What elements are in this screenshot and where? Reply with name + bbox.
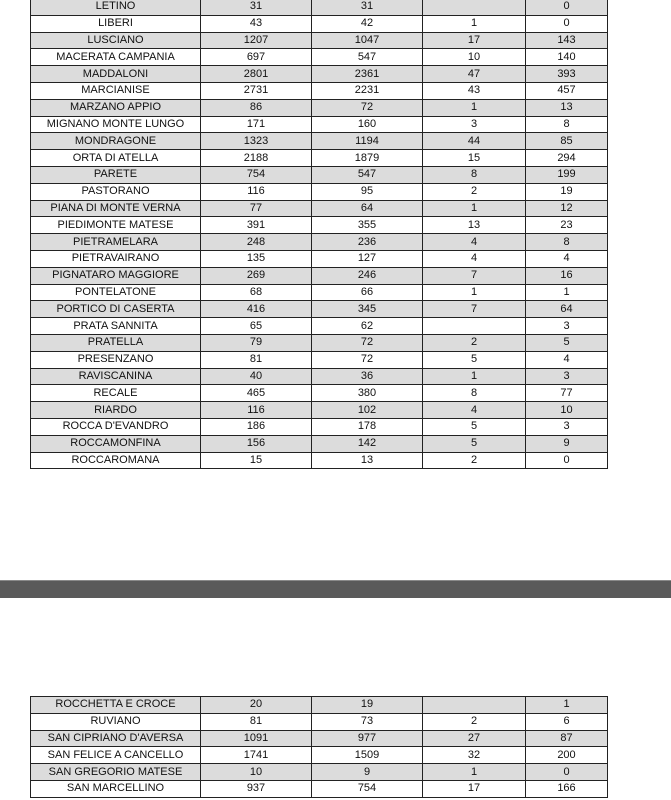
value-cell-4: 77 xyxy=(526,385,608,402)
value-cell-1: 697 xyxy=(201,49,312,66)
value-cell-1: 2731 xyxy=(201,82,312,99)
value-cell-4: 4 xyxy=(526,351,608,368)
value-cell-1: 40 xyxy=(201,368,312,385)
table-row xyxy=(31,713,608,730)
document-page-lower xyxy=(0,598,671,800)
value-cell-3: 44 xyxy=(423,133,526,150)
municipality-cell: SAN GREGORIO MATESE xyxy=(31,764,201,781)
value-cell-1: 1323 xyxy=(201,133,312,150)
value-cell-1: 86 xyxy=(201,99,312,116)
table-row xyxy=(31,747,608,764)
value-cell-1: 15 xyxy=(201,452,312,469)
value-cell-2: 142 xyxy=(312,435,423,452)
value-cell-3: 10 xyxy=(423,49,526,66)
value-cell-2: 977 xyxy=(312,730,423,747)
value-cell-1: 269 xyxy=(201,267,312,284)
table-row xyxy=(31,99,608,116)
table-row xyxy=(31,697,608,714)
value-cell-2: 754 xyxy=(312,780,423,797)
municipality-cell: MARZANO APPIO xyxy=(31,99,201,116)
municipality-cell: PASTORANO xyxy=(31,183,201,200)
value-cell-4: 10 xyxy=(526,402,608,419)
municipality-cell: ORTA DI ATELLA xyxy=(31,150,201,167)
municipality-cell: PIANA DI MONTE VERNA xyxy=(31,200,201,217)
value-cell-2: 380 xyxy=(312,385,423,402)
table-row xyxy=(31,318,608,335)
municipality-cell: MIGNANO MONTE LUNGO xyxy=(31,116,201,133)
value-cell-2: 13 xyxy=(312,452,423,469)
value-cell-3: 5 xyxy=(423,351,526,368)
value-cell-2: 246 xyxy=(312,267,423,284)
value-cell-4: 6 xyxy=(526,713,608,730)
value-cell-1: 754 xyxy=(201,166,312,183)
municipality-cell: MARCIANISE xyxy=(31,82,201,99)
value-cell-3 xyxy=(423,0,526,15)
table-row xyxy=(31,385,608,402)
municipality-cell: ROCCAMONFINA xyxy=(31,435,201,452)
value-cell-4: 140 xyxy=(526,49,608,66)
value-cell-1: 135 xyxy=(201,250,312,267)
value-cell-1: 186 xyxy=(201,418,312,435)
value-cell-2: 1047 xyxy=(312,32,423,49)
municipality-cell: ROCCAROMANA xyxy=(31,452,201,469)
value-cell-4: 0 xyxy=(526,15,608,32)
value-cell-1: 68 xyxy=(201,284,312,301)
table-row xyxy=(31,368,608,385)
municipality-cell: PIEDIMONTE MATESE xyxy=(31,217,201,234)
table-row xyxy=(31,116,608,133)
table-row xyxy=(31,452,608,469)
value-cell-3: 15 xyxy=(423,150,526,167)
municipality-cell: SAN MARCELLINO xyxy=(31,780,201,797)
table-row xyxy=(31,200,608,217)
municipality-table-upper xyxy=(30,0,608,469)
table-row xyxy=(31,402,608,419)
value-cell-4: 143 xyxy=(526,32,608,49)
value-cell-1: 116 xyxy=(201,183,312,200)
value-cell-3: 1 xyxy=(423,284,526,301)
value-cell-2: 355 xyxy=(312,217,423,234)
municipality-cell: RAVISCANINA xyxy=(31,368,201,385)
municipality-cell: PRESENZANO xyxy=(31,351,201,368)
value-cell-2: 178 xyxy=(312,418,423,435)
value-cell-2: 62 xyxy=(312,318,423,335)
value-cell-4: 200 xyxy=(526,747,608,764)
value-cell-1: 171 xyxy=(201,116,312,133)
value-cell-4: 8 xyxy=(526,116,608,133)
municipality-cell: LETINO xyxy=(31,0,201,15)
municipality-cell: PIETRAMELARA xyxy=(31,234,201,251)
value-cell-3: 1 xyxy=(423,368,526,385)
value-cell-4: 3 xyxy=(526,368,608,385)
value-cell-1: 116 xyxy=(201,402,312,419)
value-cell-2: 547 xyxy=(312,49,423,66)
municipality-cell: PONTELATONE xyxy=(31,284,201,301)
value-cell-2: 19 xyxy=(312,697,423,714)
table-row xyxy=(31,183,608,200)
value-cell-2: 72 xyxy=(312,334,423,351)
value-cell-3: 4 xyxy=(423,234,526,251)
value-cell-1: 31 xyxy=(201,0,312,15)
value-cell-1: 77 xyxy=(201,200,312,217)
table-row xyxy=(31,217,608,234)
value-cell-4: 0 xyxy=(526,764,608,781)
value-cell-4: 8 xyxy=(526,234,608,251)
value-cell-3 xyxy=(423,697,526,714)
value-cell-2: 9 xyxy=(312,764,423,781)
municipality-cell: MONDRAGONE xyxy=(31,133,201,150)
value-cell-2: 36 xyxy=(312,368,423,385)
table-row xyxy=(31,334,608,351)
municipality-cell: PRATA SANNITA xyxy=(31,318,201,335)
value-cell-3: 5 xyxy=(423,435,526,452)
value-cell-4: 5 xyxy=(526,334,608,351)
municipality-cell: PRATELLA xyxy=(31,334,201,351)
value-cell-4: 16 xyxy=(526,267,608,284)
value-cell-4: 4 xyxy=(526,250,608,267)
value-cell-1: 465 xyxy=(201,385,312,402)
value-cell-4: 85 xyxy=(526,133,608,150)
table-row xyxy=(31,351,608,368)
value-cell-3: 1 xyxy=(423,99,526,116)
municipality-cell: PIGNATARO MAGGIORE xyxy=(31,267,201,284)
value-cell-1: 156 xyxy=(201,435,312,452)
table-row xyxy=(31,418,608,435)
value-cell-1: 65 xyxy=(201,318,312,335)
value-cell-4: 19 xyxy=(526,183,608,200)
value-cell-2: 547 xyxy=(312,166,423,183)
value-cell-1: 1207 xyxy=(201,32,312,49)
value-cell-4: 1 xyxy=(526,284,608,301)
value-cell-1: 2188 xyxy=(201,150,312,167)
municipality-cell: LUSCIANO xyxy=(31,32,201,49)
page-separator xyxy=(0,580,671,598)
value-cell-1: 79 xyxy=(201,334,312,351)
value-cell-1: 43 xyxy=(201,15,312,32)
value-cell-1: 81 xyxy=(201,351,312,368)
value-cell-4: 87 xyxy=(526,730,608,747)
value-cell-1: 20 xyxy=(201,697,312,714)
value-cell-3: 3 xyxy=(423,116,526,133)
value-cell-3: 5 xyxy=(423,418,526,435)
value-cell-4: 294 xyxy=(526,150,608,167)
value-cell-3: 7 xyxy=(423,301,526,318)
value-cell-2: 1879 xyxy=(312,150,423,167)
value-cell-1: 248 xyxy=(201,234,312,251)
table-row xyxy=(31,82,608,99)
municipality-cell: ROCCA D'EVANDRO xyxy=(31,418,201,435)
value-cell-4: 64 xyxy=(526,301,608,318)
value-cell-4: 3 xyxy=(526,318,608,335)
value-cell-3: 17 xyxy=(423,780,526,797)
table-row xyxy=(31,49,608,66)
value-cell-3 xyxy=(423,318,526,335)
table-row xyxy=(31,730,608,747)
table-row xyxy=(31,234,608,251)
value-cell-1: 2801 xyxy=(201,66,312,83)
municipality-cell: SAN FELICE A CANCELLO xyxy=(31,747,201,764)
value-cell-3: 2 xyxy=(423,183,526,200)
value-cell-2: 66 xyxy=(312,284,423,301)
value-cell-3: 8 xyxy=(423,385,526,402)
value-cell-3: 1 xyxy=(423,15,526,32)
municipality-cell: RIARDO xyxy=(31,402,201,419)
value-cell-3: 1 xyxy=(423,200,526,217)
value-cell-1: 1741 xyxy=(201,747,312,764)
table-row xyxy=(31,166,608,183)
value-cell-4: 199 xyxy=(526,166,608,183)
value-cell-1: 81 xyxy=(201,713,312,730)
table-row xyxy=(31,66,608,83)
value-cell-1: 416 xyxy=(201,301,312,318)
value-cell-4: 0 xyxy=(526,0,608,15)
table-row xyxy=(31,435,608,452)
municipality-cell: PORTICO DI CASERTA xyxy=(31,301,201,318)
value-cell-2: 160 xyxy=(312,116,423,133)
value-cell-3: 4 xyxy=(423,402,526,419)
value-cell-3: 4 xyxy=(423,250,526,267)
value-cell-2: 2361 xyxy=(312,66,423,83)
value-cell-1: 937 xyxy=(201,780,312,797)
value-cell-2: 42 xyxy=(312,15,423,32)
value-cell-2: 64 xyxy=(312,200,423,217)
value-cell-3: 7 xyxy=(423,267,526,284)
value-cell-4: 457 xyxy=(526,82,608,99)
municipality-table-lower xyxy=(30,696,608,798)
municipality-cell: LIBERI xyxy=(31,15,201,32)
value-cell-4: 3 xyxy=(526,418,608,435)
value-cell-2: 2231 xyxy=(312,82,423,99)
value-cell-3: 43 xyxy=(423,82,526,99)
table-row xyxy=(31,133,608,150)
value-cell-3: 2 xyxy=(423,713,526,730)
municipality-cell: PIETRAVAIRANO xyxy=(31,250,201,267)
table-row xyxy=(31,780,608,797)
municipality-cell: ROCCHETTA E CROCE xyxy=(31,697,201,714)
value-cell-2: 1194 xyxy=(312,133,423,150)
value-cell-2: 1509 xyxy=(312,747,423,764)
table-row xyxy=(31,32,608,49)
value-cell-4: 1 xyxy=(526,697,608,714)
value-cell-3: 32 xyxy=(423,747,526,764)
value-cell-1: 10 xyxy=(201,764,312,781)
table-row xyxy=(31,15,608,32)
value-cell-2: 31 xyxy=(312,0,423,15)
value-cell-1: 1091 xyxy=(201,730,312,747)
value-cell-4: 9 xyxy=(526,435,608,452)
value-cell-3: 2 xyxy=(423,334,526,351)
value-cell-2: 95 xyxy=(312,183,423,200)
table-row xyxy=(31,284,608,301)
municipality-cell: MACERATA CAMPANIA xyxy=(31,49,201,66)
value-cell-2: 236 xyxy=(312,234,423,251)
value-cell-3: 47 xyxy=(423,66,526,83)
municipality-cell: PARETE xyxy=(31,166,201,183)
table-row xyxy=(31,150,608,167)
table-row xyxy=(31,0,608,15)
value-cell-4: 12 xyxy=(526,200,608,217)
value-cell-2: 127 xyxy=(312,250,423,267)
table-row xyxy=(31,301,608,318)
value-cell-3: 17 xyxy=(423,32,526,49)
municipality-cell: SAN CIPRIANO D'AVERSA xyxy=(31,730,201,747)
value-cell-3: 2 xyxy=(423,452,526,469)
table-row xyxy=(31,267,608,284)
municipality-cell: RECALE xyxy=(31,385,201,402)
value-cell-2: 72 xyxy=(312,99,423,116)
municipality-cell: RUVIANO xyxy=(31,713,201,730)
value-cell-4: 0 xyxy=(526,452,608,469)
value-cell-1: 391 xyxy=(201,217,312,234)
value-cell-4: 393 xyxy=(526,66,608,83)
value-cell-3: 27 xyxy=(423,730,526,747)
municipality-cell: MADDALONI xyxy=(31,66,201,83)
table-row xyxy=(31,250,608,267)
table-row xyxy=(31,764,608,781)
value-cell-3: 8 xyxy=(423,166,526,183)
value-cell-3: 13 xyxy=(423,217,526,234)
value-cell-4: 23 xyxy=(526,217,608,234)
value-cell-2: 73 xyxy=(312,713,423,730)
value-cell-2: 72 xyxy=(312,351,423,368)
value-cell-2: 345 xyxy=(312,301,423,318)
value-cell-3: 1 xyxy=(423,764,526,781)
value-cell-4: 13 xyxy=(526,99,608,116)
value-cell-4: 166 xyxy=(526,780,608,797)
value-cell-2: 102 xyxy=(312,402,423,419)
